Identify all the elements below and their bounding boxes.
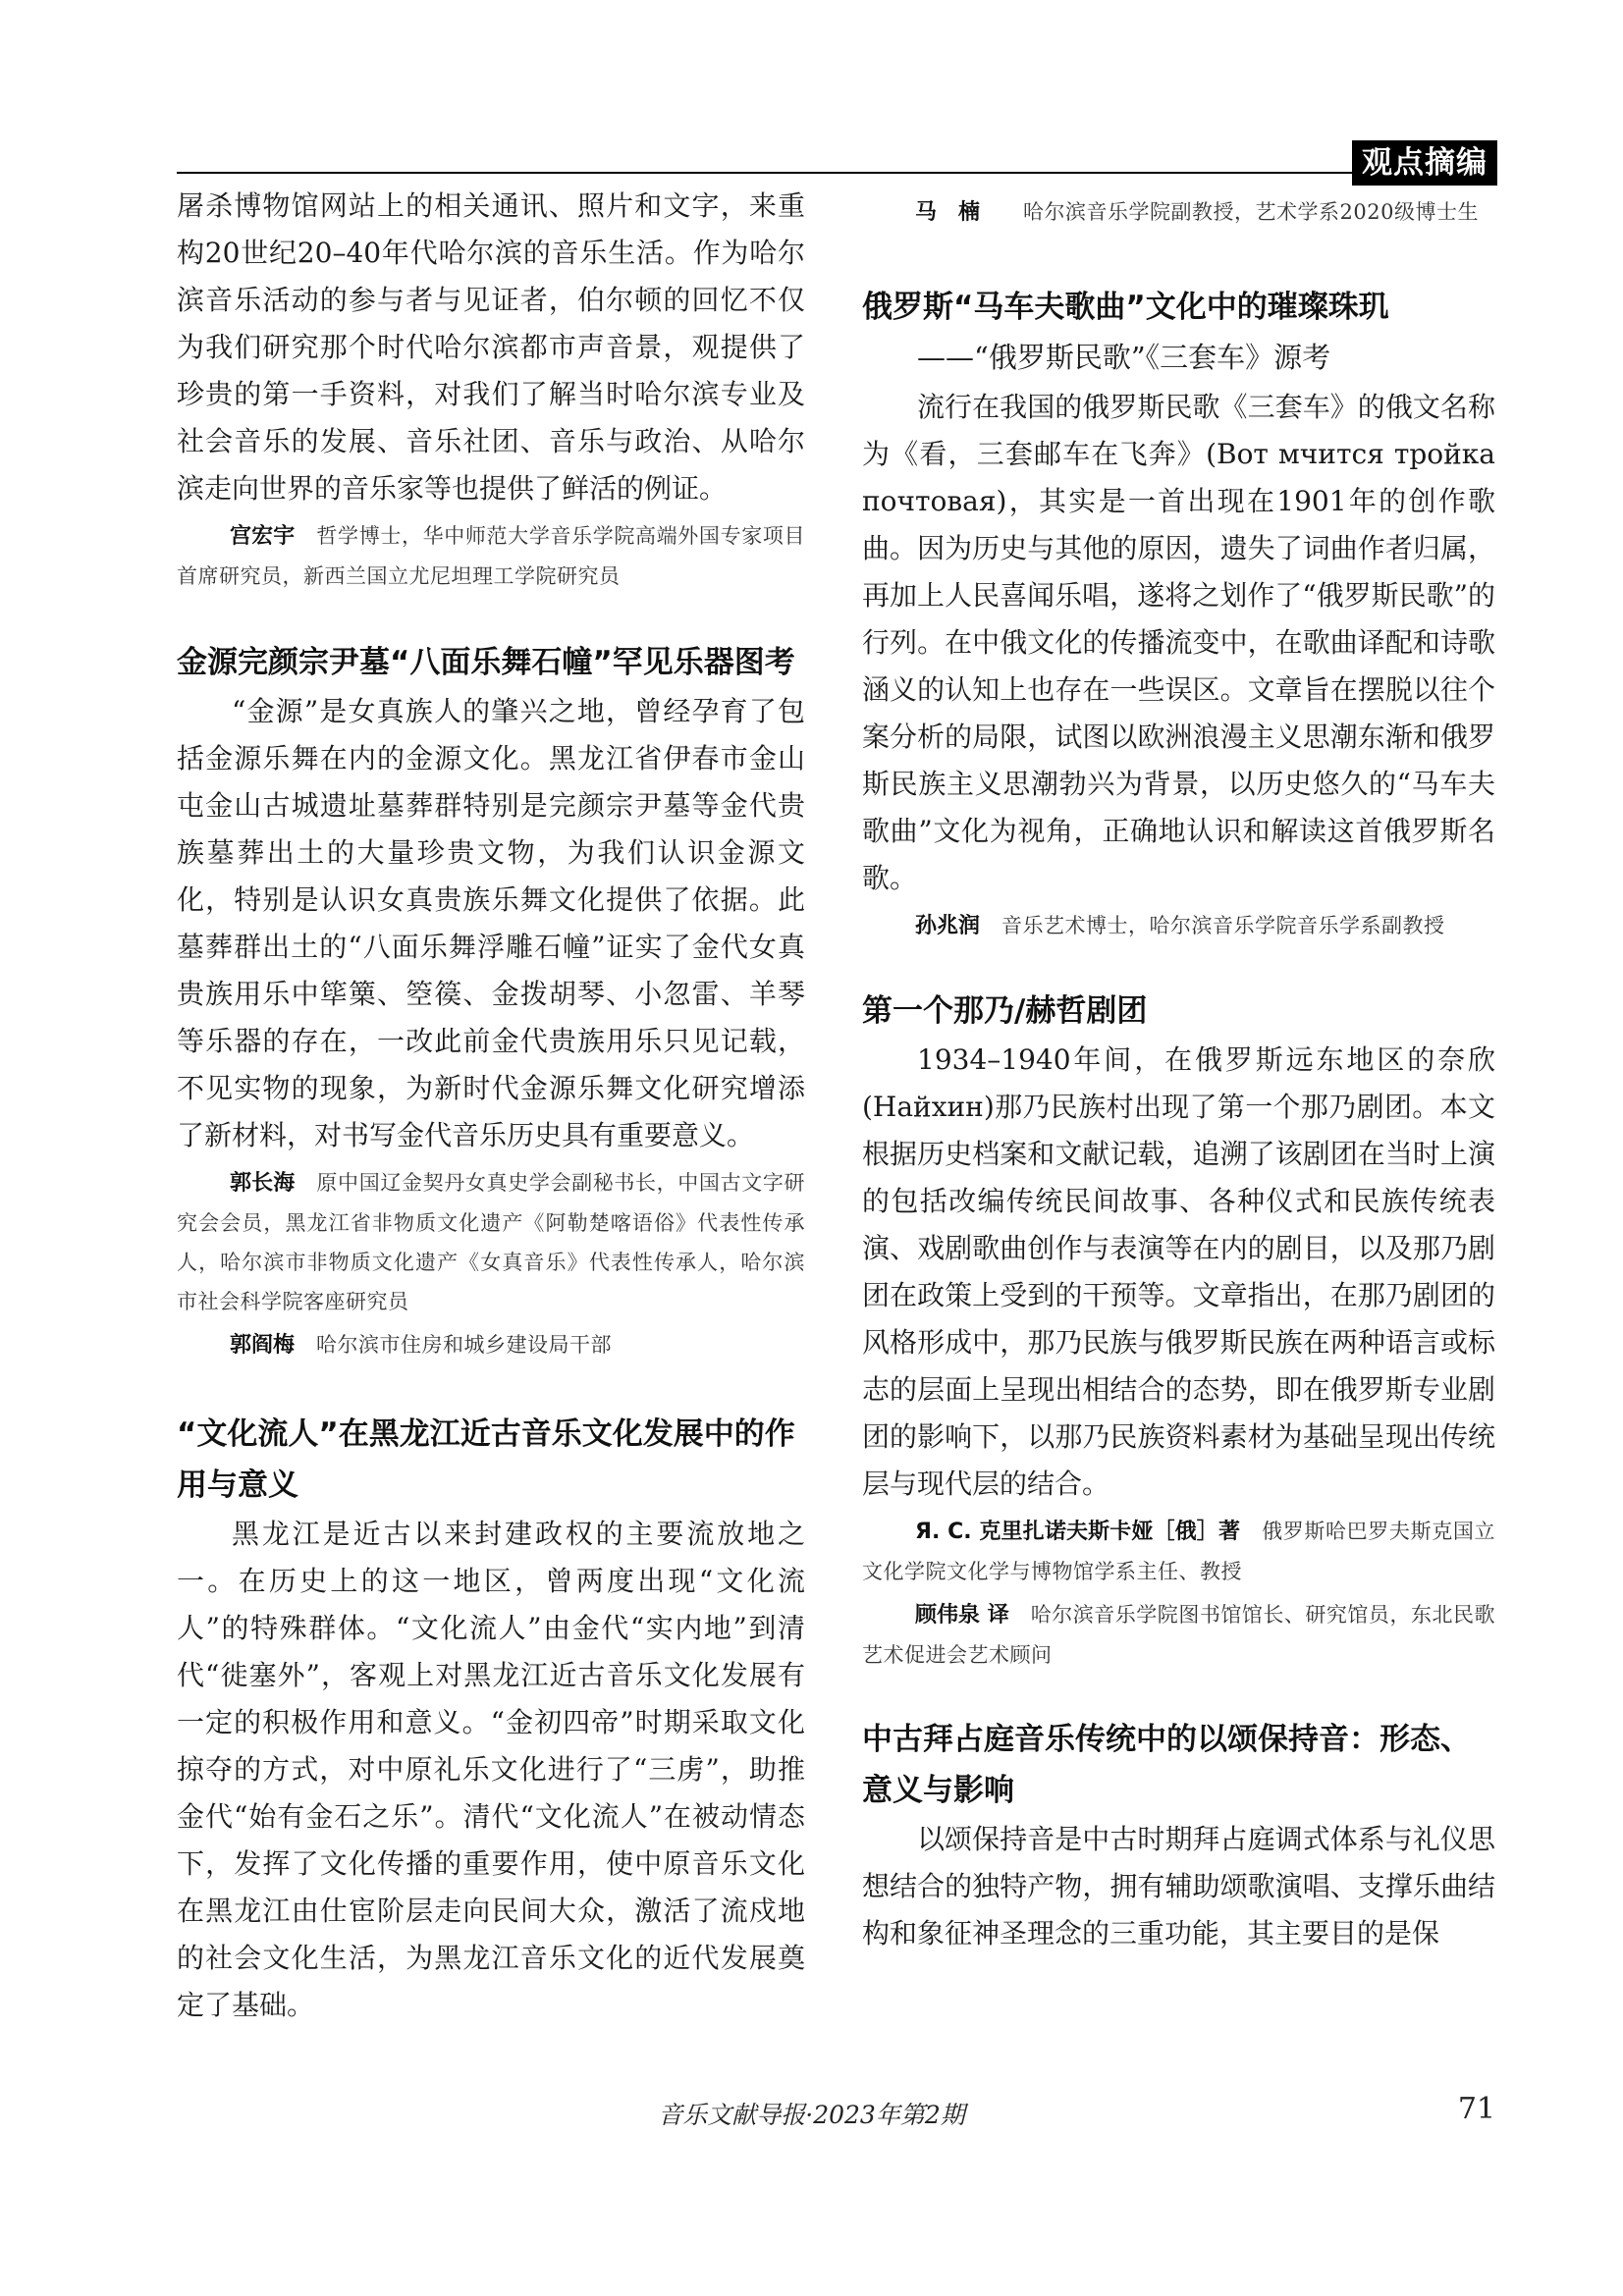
article-title: “文化流人”在黑龙江近古音乐文化发展中的作用与意义 bbox=[177, 1416, 795, 1503]
author-name: 孙兆润 bbox=[915, 914, 981, 938]
author-desc: 音乐艺术博士，哈尔滨音乐学院音乐学系副教授 bbox=[1001, 914, 1445, 937]
continuation-text: 屠杀博物馆网站上的相关通讯、照片和文字，来重构20世纪20–40年代哈尔滨的音乐生活。作为哈尔滨音乐活动的参与者与见证者，伯尔顿的回忆不仅为我们研究那个时代哈尔滨都市声音景，观提供了珍贵的第一手资料，对我们了解当时哈尔滨专业及社会音乐的发展、音乐社团、音乐与政治、从哈尔滨走向世界的音乐家等也提供了鲜活的例证。 bbox=[177, 189, 805, 505]
author-line bbox=[177, 1163, 805, 1321]
page-number: 71 bbox=[1457, 2092, 1495, 2126]
article-title: 金源完颜宗尹墓“八面乐舞石幢”罕见乐器图考 bbox=[177, 645, 795, 680]
author-line bbox=[862, 192, 1495, 233]
article-subtitle: ——“俄罗斯民歌”《三套车》源考 bbox=[917, 341, 1331, 374]
author-name: 郭长海 bbox=[230, 1171, 296, 1196]
article-body: “金源”是女真族人的肇兴之地，曾经孕育了包括金源乐舞在内的金源文化。黑龙江省伊春市金山屯金山古城遗址墓葬群特别是完颜宗尹墓等金代贵族墓葬出土的大量珍贵文物，为我们认识金源文化，特别是认识女真贵族乐舞文化提供了依据。此墓葬群出土的“八面乐舞浮雕石幢”证实了金代女真贵族用乐中筚篥、箜篌、金拨胡琴、小忽雷、羊琴等乐器的存在，一改此前金代贵族用乐只见记载，不见实物的现象，为新时代金源乐舞文化研究增添了新材料，对书写金代音乐历史具有重要意义。 bbox=[177, 695, 805, 1151]
author-desc: 原中国辽金契丹女真史学会副秘书长，中国古文字研究会会员，黑龙江省非物质文化遗产《阿勒楚喀语俗》代表性传承人，哈尔滨市非物质文化遗产《女真音乐》代表性传承人，哈尔滨市社会科学院客座研究员 bbox=[177, 1171, 805, 1313]
footer-journal: 音乐文献导报·2023年第2期 bbox=[658, 2101, 965, 2129]
author-line bbox=[862, 906, 1495, 946]
section-tag: 观点摘编 bbox=[1352, 140, 1497, 186]
article-body: 1934–1940年间，在俄罗斯远东地区的奈欣(Найхин)那乃民族村出现了第一个那乃剧团。本文根据历史档案和文献记载，追溯了该剧团在当时上演的包括改编传统民间故事、各种仪式和民族传统表演、戏剧歌曲创作与表演等在内的剧目，以及那乃剧团在政策上受到的干预等。文章指出，在那乃剧团的风格形成中，那乃民族与俄罗斯民族在两种语言或标志的层面上呈现出相结合的态势，即在俄罗斯专业剧团的影响下，以那乃民族资料素材为基础呈现出传统层与现代层的结合。 bbox=[862, 1043, 1495, 1500]
right-column bbox=[862, 183, 1495, 1957]
author-desc: 哲学博士，华中师范大学音乐学院高端外国专家项目首席研究员，新西兰国立尤尼坦理工学院研究员 bbox=[177, 524, 805, 588]
author-desc: 哈尔滨音乐学院副教授，艺术学系2020级博士生 bbox=[1023, 200, 1479, 224]
article-title: 俄罗斯“马车夫歌曲”文化中的璀璨珠玑 bbox=[862, 290, 1389, 325]
header-rule bbox=[177, 172, 1497, 174]
author-name: 马楠 bbox=[915, 200, 1002, 225]
author-line bbox=[862, 1595, 1495, 1675]
author-line bbox=[177, 1325, 805, 1365]
article-title: 第一个那乃/赫哲剧团 bbox=[862, 993, 1148, 1029]
author-name: 顾伟泉 译 bbox=[915, 1603, 1009, 1628]
author-desc: 哈尔滨市住房和城乡建设局干部 bbox=[316, 1333, 613, 1357]
author-name: 郭阎梅 bbox=[230, 1333, 296, 1358]
article-body: 以颂保持音是中古时期拜占庭调式体系与礼仪思想结合的独特产物，拥有辅助颂歌演唱、支撑乐曲结构和象征神圣理念的三重功能，其主要目的是保 bbox=[862, 1823, 1495, 1949]
author-line bbox=[862, 1512, 1495, 1591]
author-name: Я. С. 克里扎诺夫斯卡娅［俄］著 bbox=[915, 1520, 1241, 1544]
article-body: 流行在我国的俄罗斯民歌《三套车》的俄文名称为《看，三套邮车在飞奔》(Вот мчится тройка почтовая)，其实是一首出现在1901年的创作歌曲。因为历史与其他的原因，遗失了词曲作者归属，再加上人民喜闻乐唱，遂将之划作了“俄罗斯民歌”的行列。在中俄文化的传播流变中，在歌曲译配和诗歌涵义的认知上也存在一些误区。文章旨在摆脱以往个案分析的局限，试图以欧洲浪漫主义思潮东渐和俄罗斯民族主义思潮勃兴为背景，以历史悠久的“马车夫歌曲”文化为视角，正确地认识和解读这首俄罗斯名歌。 bbox=[862, 391, 1495, 894]
author-name: 宫宏宇 bbox=[230, 524, 296, 549]
author-desc: 俄罗斯哈巴罗夫斯克国立文化学院文化学与博物馆学系主任、教授 bbox=[862, 1520, 1495, 1583]
article-title: 中古拜占庭音乐传统中的以颂保持音：形态、意义与影响 bbox=[862, 1722, 1471, 1808]
article-body: 黑龙江是近古以来封建政权的主要流放地之一。在历史上的这一地区，曾两度出现“文化流人”的特殊群体。“文化流人”由金代“实内地”到清代“徙塞外”，客观上对黑龙江近古音乐文化发展有一定的积极作用和意义。“金初四帝”时期采取文化掠夺的方式，对中原礼乐文化进行了“三虏”，助推金代“始有金石之乐”。清代“文化流人”在被动情态下，发挥了文化传播的重要作用，使中原音乐文化在黑龙江由仕宦阶层走向民间大众，激活了流戍地的社会文化生活，为黑龙江音乐文化的近代发展奠定了基础。 bbox=[177, 1518, 805, 2021]
author-line bbox=[177, 516, 805, 596]
author-desc: 哈尔滨音乐学院图书馆馆长、研究馆员，东北民歌艺术促进会艺术顾问 bbox=[862, 1603, 1495, 1667]
left-column bbox=[177, 183, 805, 2029]
